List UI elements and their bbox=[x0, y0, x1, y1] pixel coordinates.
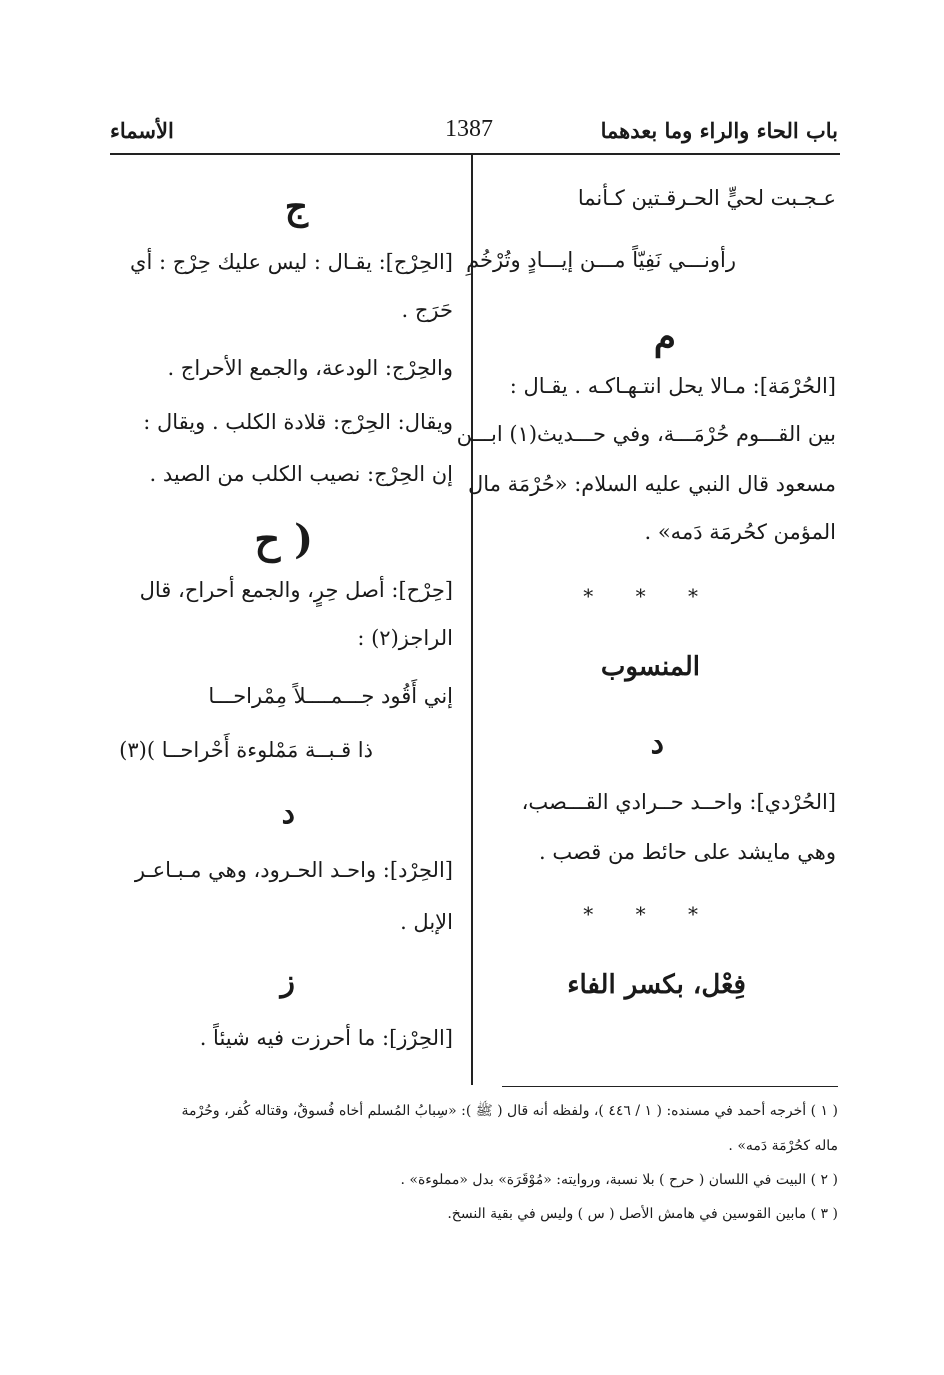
text-line: [الحُرْمَة]: مـالا يحل انتـهـاكـه . يقـال : bbox=[509, 374, 836, 398]
page-number: 1387 bbox=[445, 116, 493, 142]
section-heading: فِعْل، بكسر الفاء bbox=[567, 970, 746, 1000]
verse-line: رأونـــي نَفِيّاً مـــن إيـــادٍ وتُرْخُمِ bbox=[466, 248, 736, 272]
text-line: بين القـــوم حُرْمَـــة، وفي حـــديث(١) ابـــن bbox=[456, 422, 836, 446]
text-line: وهي مايشد على حائط من قصب . bbox=[539, 840, 836, 864]
letter-heading: د bbox=[281, 796, 295, 831]
text-line: إن الحِرْج: نصيب الكلب من الصيد . bbox=[149, 462, 453, 486]
text-line: والحِرْج: الودعة، والجمع الأحراج . bbox=[167, 356, 453, 380]
letter-heading: م bbox=[653, 316, 676, 358]
section-title: الأسماء bbox=[110, 118, 174, 143]
page-header bbox=[110, 112, 838, 152]
separator-stars: * * * bbox=[583, 902, 716, 926]
verse-line: إني أَقُود جـــمــــلاً مِمْراحـــا bbox=[208, 684, 453, 708]
footnote-rule bbox=[502, 1086, 838, 1087]
text-line: ويقال: الحِرْج: قلادة الكلب . ويقال : bbox=[143, 410, 453, 434]
text-line: [الحُرْدي]: واحــد حــرادي القـــصب، bbox=[521, 790, 836, 814]
text-line: [الحِرْز]: ما أحرزت فيه شيئاً . bbox=[199, 1026, 453, 1050]
column-divider bbox=[471, 155, 473, 1085]
chapter-title: باب الحاء والراء وما بعدهما bbox=[600, 118, 838, 143]
text-line: الإبل . bbox=[400, 910, 453, 934]
text-line: [الحِرْد]: واحـد الحـرود، وهي مـبـاعـر bbox=[134, 858, 453, 882]
separator-stars: * * * bbox=[583, 584, 716, 608]
letter-heading: ز bbox=[280, 964, 295, 999]
text-line: المؤمن كحُرمَة دَمه» . bbox=[644, 520, 836, 544]
text-line: حَرَج . bbox=[401, 298, 453, 322]
text-line: [حِرْح]: أصل حِرٍ، والجمع أحراح، قال bbox=[139, 578, 453, 602]
letter-heading: ج bbox=[284, 186, 308, 228]
text-line: [الحِرْج]: يقـال : ليس عليك حِرْج : أي bbox=[130, 250, 453, 274]
section-heading: المنسوب bbox=[600, 652, 700, 682]
letter-heading: د bbox=[650, 726, 664, 761]
verse-line: عـجـبت لحيٍّ الحـرقـتين كـأنما bbox=[577, 186, 836, 210]
footnote: ( ٣ ) مابين القوسين في هامش الأصل ( س ) وليس في بقية النسخ. bbox=[447, 1206, 838, 1222]
text-line: مسعود قال النبي عليه السلام: «حُرْمَة مال bbox=[468, 472, 836, 496]
footnote: ( ١ ) أخرجه أحمد في مسنده: ( ١ / ٤٤٦ )، ولفظه أنه قال ( ﷺ ): «سِبابُ المُسلم أخاه فُسوقٌ، وقتاله كُفر، وحُرْمة bbox=[181, 1103, 838, 1119]
text-line: الراجز(٢) : bbox=[357, 626, 453, 650]
footnote: ماله كحُرْمَة دَمه» . bbox=[728, 1138, 838, 1154]
letter-heading: ( ح bbox=[254, 516, 313, 563]
verse-line: ذا قـبــة مَمْلوءة أَحْراحــا )(٣) bbox=[119, 738, 373, 762]
footnote: ( ٢ ) البيت في اللسان ( حرح ) بلا نسبة، وروايته: «مُوْقَرَة» بدل «مملوءة» . bbox=[400, 1172, 838, 1188]
header-rule bbox=[110, 153, 840, 155]
